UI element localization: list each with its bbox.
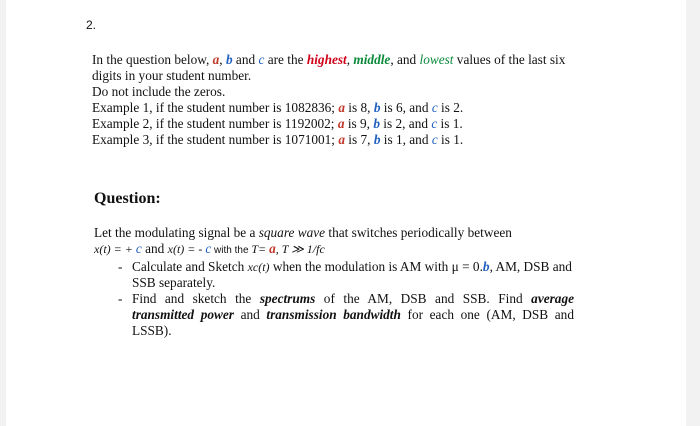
average-power-term: average transmitted power bbox=[132, 291, 574, 322]
var-b: b bbox=[373, 100, 381, 115]
var-a: a bbox=[338, 132, 345, 147]
question-heading: Question: bbox=[94, 190, 161, 207]
middle-label: middle bbox=[353, 52, 391, 67]
question-text: and bbox=[141, 241, 168, 256]
intro-section bbox=[92, 52, 572, 148]
question-line bbox=[94, 225, 574, 241]
example-text: is 1. bbox=[437, 116, 463, 131]
task-item bbox=[132, 291, 574, 339]
task-text: and bbox=[233, 307, 267, 322]
var-c: c bbox=[205, 241, 212, 256]
example-text: is 7, bbox=[344, 132, 374, 147]
var-b: b bbox=[225, 52, 233, 67]
math-expr: , T ≫ 1/fc bbox=[275, 242, 325, 256]
intro-paragraph bbox=[92, 52, 572, 84]
question-text: that switches periodically between bbox=[325, 225, 512, 240]
question-text: with the bbox=[211, 245, 252, 256]
example-text: is 9, bbox=[344, 116, 374, 131]
spectrums-term: spectrums bbox=[259, 291, 316, 306]
task-text: of the AM, DSB and SSB. Find bbox=[315, 291, 532, 306]
math-expr: x(t) = - bbox=[167, 242, 206, 256]
sep: , and bbox=[390, 52, 420, 67]
var-c: c bbox=[431, 132, 438, 147]
var-c: c bbox=[135, 241, 142, 256]
example-text: Example 1, if the student number is 1082836; bbox=[92, 100, 339, 115]
intro-text: are the bbox=[264, 52, 307, 67]
task-text: Calculate and Sketch bbox=[132, 259, 248, 274]
var-c: c bbox=[258, 52, 265, 67]
example-text: Example 3, if the student number is 1071001; bbox=[92, 132, 339, 147]
intro-text: In the question below, bbox=[92, 52, 213, 67]
example-text: is 1, and bbox=[380, 132, 432, 147]
example-text: Example 2, if the student number is 1192002; bbox=[92, 116, 338, 131]
sep: , bbox=[346, 52, 354, 67]
var-c: c bbox=[431, 116, 438, 131]
task-item bbox=[132, 259, 574, 291]
square-wave-term: square wave bbox=[258, 225, 326, 240]
task-text: for each one (AM, DSB and LSSB). bbox=[132, 307, 574, 338]
var-a: a bbox=[337, 116, 345, 131]
math-expr: xc(t) bbox=[247, 260, 270, 274]
example-line bbox=[92, 132, 572, 148]
task-text: when the modulation is AM with μ = 0. bbox=[269, 259, 483, 274]
example-line bbox=[92, 116, 572, 132]
task-list bbox=[94, 259, 574, 339]
sep: and bbox=[232, 52, 259, 67]
bandwidth-term: transmission bandwidth bbox=[266, 307, 401, 322]
sep: , bbox=[219, 52, 226, 67]
example-text: is 6, and bbox=[380, 100, 432, 115]
var-c: c bbox=[431, 100, 438, 115]
highest-label: highest bbox=[306, 52, 347, 67]
question-line bbox=[94, 241, 574, 259]
question-body bbox=[94, 225, 574, 339]
lowest-label: lowest bbox=[419, 52, 454, 67]
var-a: a bbox=[338, 100, 345, 115]
var-b: b bbox=[373, 116, 380, 131]
document-page bbox=[6, 0, 686, 426]
example-text: is 2, and bbox=[379, 116, 432, 131]
question-text: Let the modulating signal be a bbox=[94, 225, 259, 240]
var-b: b bbox=[373, 132, 381, 147]
question-number: 2. bbox=[86, 18, 97, 32]
var-a: a bbox=[269, 241, 276, 256]
var-a: a bbox=[212, 52, 220, 67]
example-text: is 1. bbox=[437, 132, 464, 147]
math-expr: x(t) = + bbox=[94, 242, 136, 256]
example-text: is 8, bbox=[344, 100, 374, 115]
example-text: is 2. bbox=[437, 100, 464, 115]
task-text: , AM, DSB and SSB separately. bbox=[132, 259, 572, 290]
intro-text: values of the last six digits in your student number. bbox=[92, 52, 566, 83]
intro-note: Do not include the zeros. bbox=[92, 84, 226, 99]
example-line bbox=[92, 100, 572, 116]
var-b: b bbox=[482, 259, 490, 274]
math-expr: T= bbox=[251, 242, 270, 256]
task-text: Find and sketch the bbox=[132, 291, 260, 306]
